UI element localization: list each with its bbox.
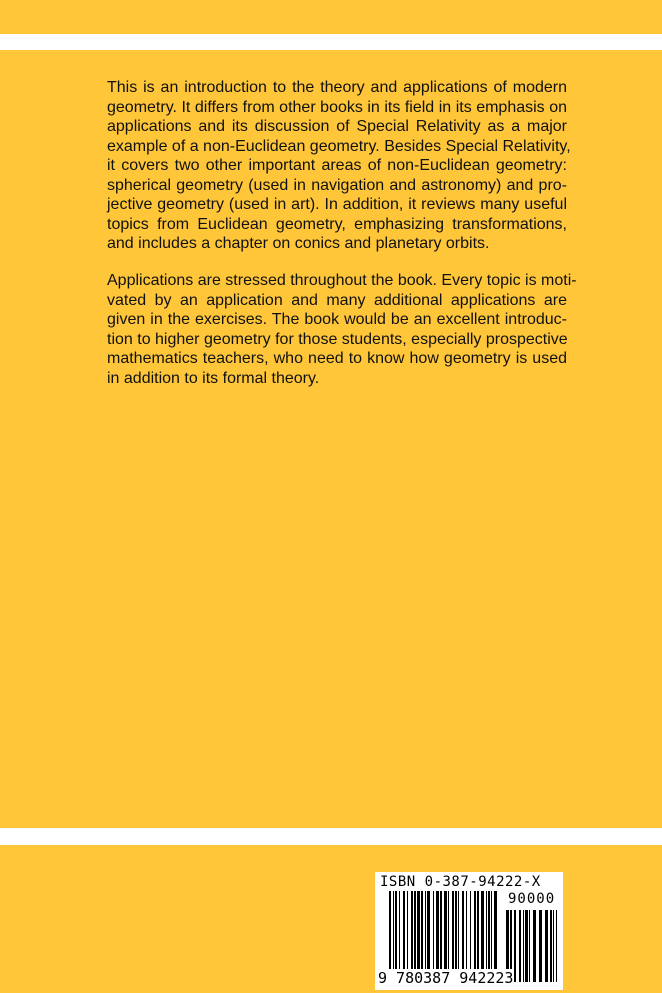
text-line: tion to higher geometry for those students, especially prospective — [107, 330, 568, 348]
barcode-bar — [523, 910, 524, 982]
barcode-bar — [393, 891, 394, 971]
barcode-bar — [440, 891, 442, 971]
barcode-bar — [455, 891, 457, 971]
top-white-band — [0, 34, 662, 50]
text-line: topics from Euclidean geometry, emphasizing transformations, — [107, 215, 567, 233]
barcode-bar — [427, 891, 430, 971]
text-line: jective geometry (used in art). In addition, it reviews many useful — [107, 196, 567, 213]
barcode-bar — [514, 910, 516, 982]
barcode-bar — [553, 910, 554, 982]
barcode-bar — [491, 891, 492, 971]
barcode-bar — [395, 891, 397, 971]
barcode-bar — [466, 891, 467, 971]
barcode-bar — [539, 910, 542, 982]
barcode-bar — [494, 891, 497, 971]
price-addon-label: 90000 — [508, 891, 556, 907]
text-line: it covers two other important areas of non-Euclidean geometry: — [107, 157, 567, 174]
isbn-label: ISBN 0-387-94222-X — [380, 874, 541, 890]
barcode-bar — [488, 891, 490, 971]
barcode-bar — [529, 910, 530, 982]
ean-number: 9 780387 942223 — [378, 969, 514, 987]
barcode-bar — [481, 891, 484, 971]
barcode-bar — [407, 891, 408, 971]
barcode-bar — [550, 910, 552, 982]
barcode-bar — [399, 891, 400, 971]
barcode-bar — [533, 910, 536, 982]
text-line: example of a non-Euclidean geometry. Besides Special Relativity, — [107, 137, 571, 155]
barcode-bar — [421, 891, 423, 971]
text-line: applications and its discussion of Special Relativity as a major — [107, 118, 567, 135]
barcode-bar — [462, 891, 464, 971]
barcode-bar — [458, 891, 459, 971]
barcode-bar — [448, 891, 449, 971]
barcode-bar — [414, 891, 416, 971]
text-line: Applications are stressed throughout the book. Every topic is moti- — [107, 272, 577, 289]
barcode-bar — [411, 891, 413, 971]
barcode-bar — [477, 891, 479, 971]
description-paragraph-1 — [107, 78, 571, 254]
text-line: vated by an application and many additional applications are — [107, 291, 567, 309]
isbn-barcode — [375, 872, 563, 990]
barcode-bar — [474, 891, 476, 971]
text-line: This is an introduction to the theory and applications of modern — [107, 79, 567, 96]
barcode-bar — [519, 910, 521, 982]
barcode-bar — [545, 910, 548, 982]
text-line: in addition to its formal theory. — [107, 369, 320, 387]
text-line: spherical geometry (used in navigation and astronomy) and pro- — [107, 176, 567, 194]
barcode-bar — [436, 891, 439, 971]
barcode-bar — [433, 891, 434, 971]
text-line: and includes a chapter on conics and planetary orbits. — [107, 235, 490, 252]
barcode-bar — [486, 891, 487, 971]
text-line: given in the exercises. The book would be an excellent introduc- — [107, 311, 567, 328]
bottom-white-band — [0, 828, 662, 845]
barcode-bar — [403, 891, 405, 971]
barcode-bar — [425, 891, 426, 971]
barcode-bar — [452, 891, 454, 971]
barcode-bar — [417, 891, 420, 971]
description-paragraph-2 — [107, 271, 577, 388]
barcode-bar — [470, 891, 471, 971]
barcode-bar — [556, 910, 557, 982]
text-line: geometry. It differs from other books in its field in its emphasis on — [107, 98, 567, 116]
text-line: mathematics teachers, who need to know how geometry is used — [107, 350, 567, 367]
barcode-bar — [525, 910, 528, 982]
